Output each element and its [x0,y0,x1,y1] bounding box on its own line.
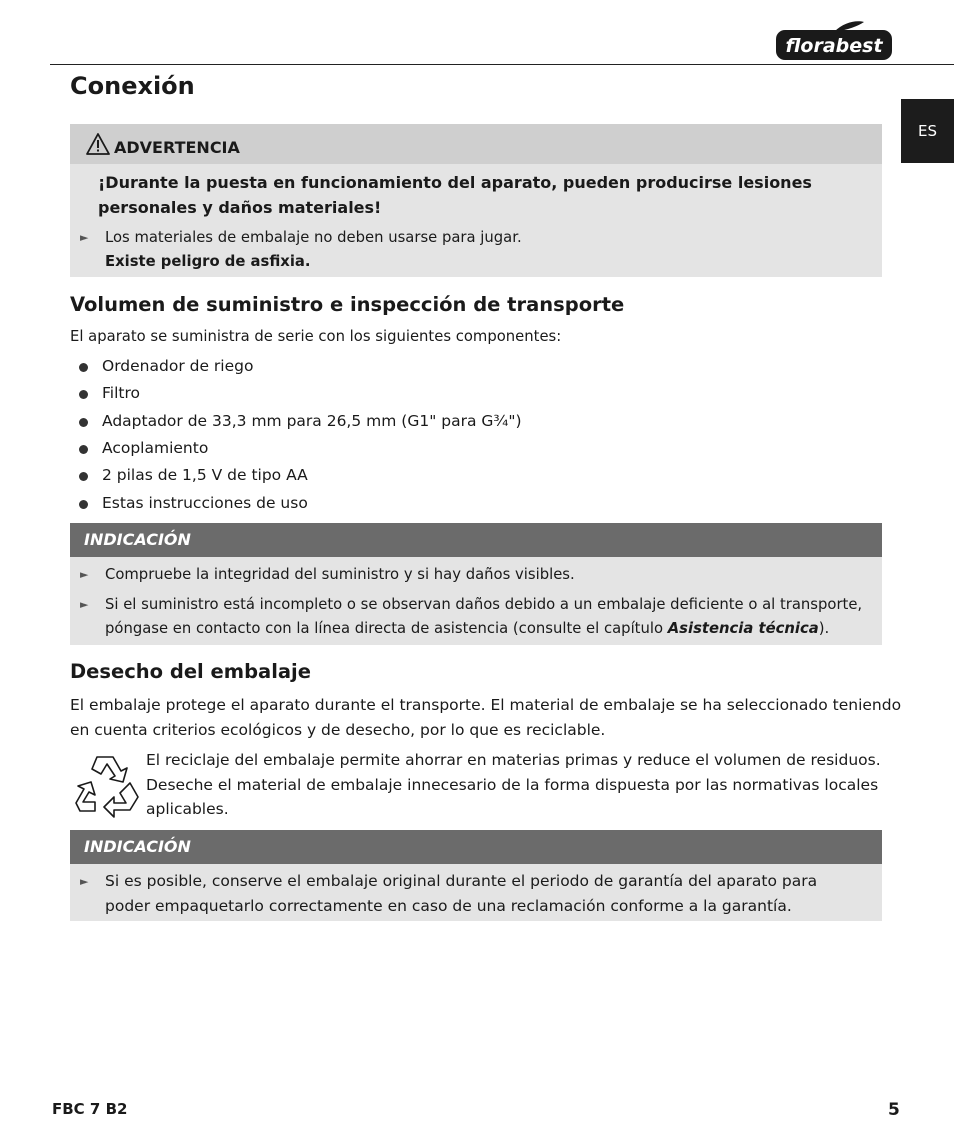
note-text: póngase en contacto con la línea directa de asistencia (consulte el capítulo [105,620,668,637]
warning-headline [98,171,812,220]
note-item-line: poder empaquetarlo correctamente en caso de una reclamación conforme a la garantía. [105,896,792,915]
note-box-1 [70,523,882,645]
warning-header [70,124,882,164]
paragraph-line: El embalaje protege el aparato durante el transporte. El material de embalaje se ha seleccionado teniendo [70,696,902,714]
paragraph-line: aplicables. [146,800,229,818]
note-box-2 [70,830,882,921]
supply-item: Filtro [102,384,140,402]
warning-title: ADVERTENCIA [114,138,240,157]
disposal-paragraph [70,693,901,742]
note-item [105,593,862,641]
warning-box [70,124,882,277]
note-title: INDICACIÓN [84,530,191,549]
note-title: INDICACIÓN [84,837,191,856]
note-text: ). [818,620,830,637]
warning-headline-line: personales y daños materiales! [98,197,382,217]
supply-item: Estas instrucciones de uso [102,494,308,512]
arrow-bullet-icon: ► [80,875,89,888]
warning-item-text: Los materiales de embalaje no deben usarse para jugar. [105,229,522,246]
bullet-dot [79,472,88,481]
supply-item: Adaptador de 33,3 mm para 26,5 mm (G1" para G¾") [102,412,522,430]
supply-item: Ordenador de riego [102,357,254,375]
arrow-bullet-icon: ► [80,568,89,581]
svg-text:florabest: florabest [785,35,883,57]
paragraph-line: en cuenta criterios ecológicos y de desecho, por lo que es reciclable. [70,720,606,739]
arrow-bullet-icon: ► [80,231,89,244]
note-item: Compruebe la integridad del suministro y si hay daños visibles. [105,566,575,583]
warning-item [105,226,522,274]
note-item-line [105,617,862,641]
bullet-dot [79,418,88,427]
supply-item: 2 pilas de 1,5 V de tipo AA [102,466,308,484]
language-tab [901,99,954,163]
note-header [70,830,882,864]
note-header [70,523,882,557]
page-title: Conexión [70,72,195,100]
chapter-reference: Asistencia técnica [667,620,819,637]
note-item [105,869,817,918]
brand-logo [774,20,894,62]
note-item-line: Si es posible, conserve el embalaje original durante el periodo de garantía del aparato para [105,872,818,890]
bullet-dot [79,363,88,372]
bullet-dot [79,445,88,454]
header-rule [50,64,954,65]
footer-model: FBC 7 B2 [52,1100,128,1118]
note-item-line: Si el suministro está incompleto o se observan daños debido a un embalaje deficiente o al transporte, [105,596,863,613]
recycle-text [146,748,881,822]
supply-heading: Volumen de suministro e inspección de transporte [70,293,625,316]
supply-item: Acoplamiento [102,439,209,457]
supply-intro: El aparato se suministra de serie con los siguientes componentes: [70,328,562,345]
paragraph-line: El reciclaje del embalaje permite ahorrar en materias primas y reduce el volumen de residuos. [146,751,881,769]
warning-triangle-icon [86,133,110,155]
warning-item-bold: Existe peligro de asfixia. [105,253,311,270]
warning-headline-line: ¡Durante la puesta en funcionamiento del aparato, pueden producirse lesiones [98,173,812,192]
recycle-icon [70,751,140,819]
arrow-bullet-icon: ► [80,598,89,611]
bullet-dot [79,500,88,509]
language-label: ES [918,122,937,140]
disposal-heading: Desecho del embalaje [70,660,311,683]
paragraph-line: Deseche el material de embalaje innecesario de la forma dispuesta por las normativas locales [146,775,879,794]
page-number: 5 [888,1100,900,1120]
bullet-dot [79,390,88,399]
